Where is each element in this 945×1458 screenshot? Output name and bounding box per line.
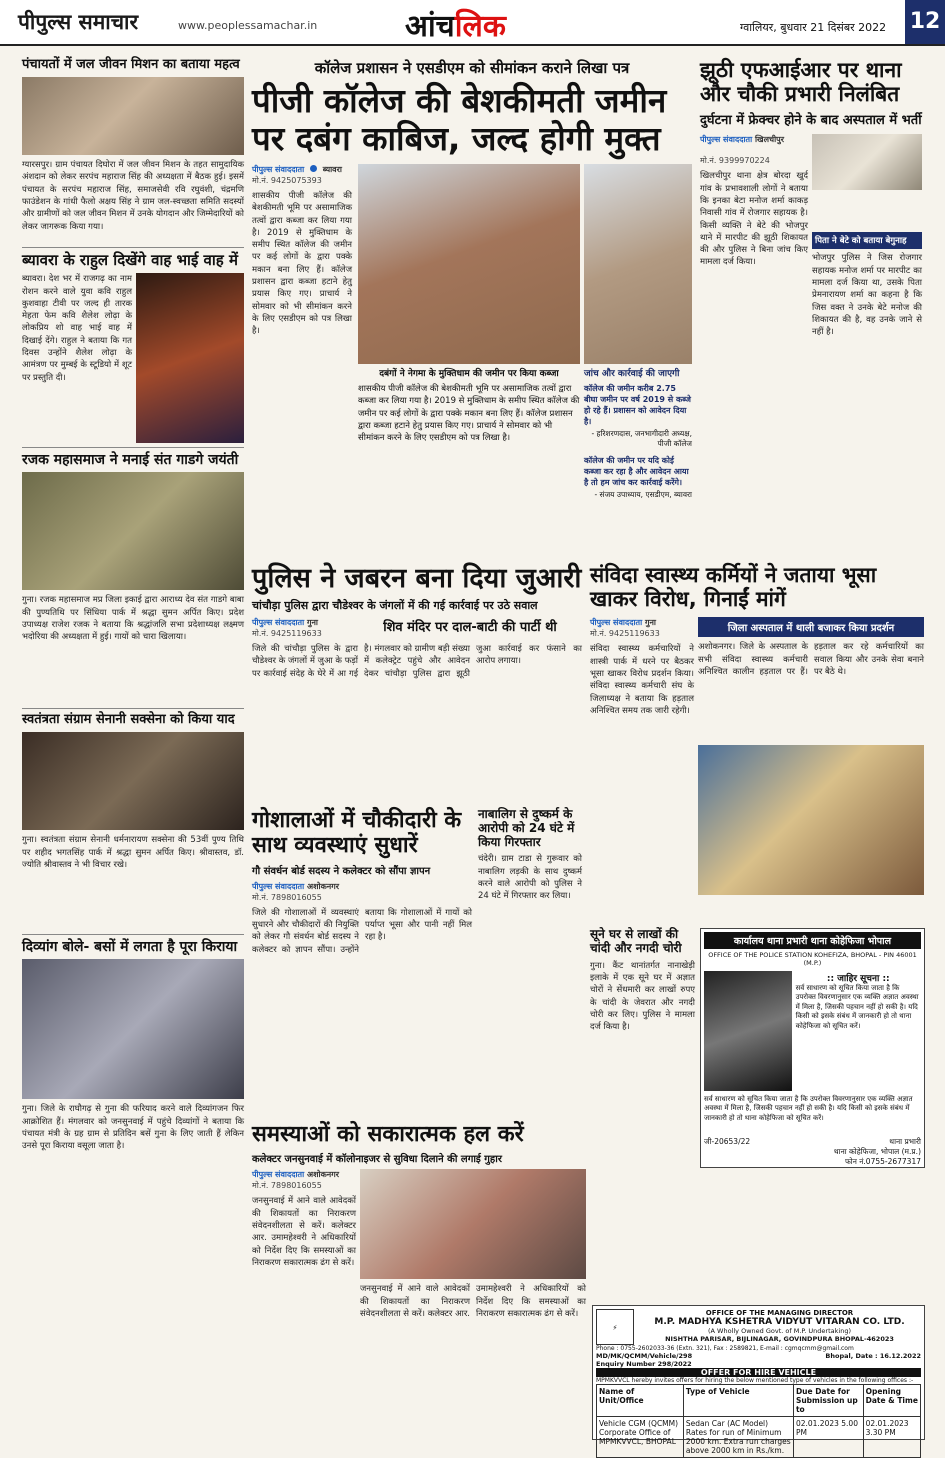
- headline: सूने घर से लाखों की चांदी और नगदी चोरी: [590, 927, 682, 955]
- byline: पीपुल्स संवाददाता ब्यावरा: [252, 164, 342, 174]
- photo-caption: पिता ने बेटे को बताया बेगुनाह: [812, 232, 922, 249]
- gaushala-story: [252, 808, 472, 1118]
- mobile-number: मो.नं. 9425119633: [590, 629, 660, 639]
- subhead: गौ संवर्धन बोर्ड सदस्य ने कलेक्टर को सौंपा ज्ञापन: [252, 865, 431, 877]
- notice-ref: जी-20653/22: [704, 1137, 751, 1146]
- tender-table: Name of Unit/Office Type of Vehicle Due Date for Submission up to Opening Date & Time Vehicle CGM (QCMM) Corporate Office of MPMKVVCL, BHOPAL Sedan Car (AC Model) Rates for run of Minimum 2000 km. Extra run charges above 2000 km in Rs./km. 02.01.2023 5.00 PM 02.01.2023 3.30 PM: [596, 1384, 921, 1458]
- byline: पीपुल्स संवाददाता गुना: [252, 618, 319, 628]
- story-text: गुना। जिले के राघौगढ़ से गुना की फरियाद करने वाले दिव्यांगजन फिर आक्रोशित हैं। मंगलवार को जनसुनवाई में पहुंचे दिव्यांगों ने बताया कि पंचायत मंत्री के ग्रह ग्राम से प्रतिदिन बसें गुना के लिए जाती हैं लेकिन उनसे पूरा किराया वसूला जाता है।: [22, 1104, 244, 1152]
- notice-text: सर्व साधारण को सूचित किया जाता है कि उपरोक्त विवरणानुसार एक व्यक्ति अज्ञात अवस्था में मिला है, जिसकी पहचान नहीं हो सकी है। यदि किसी को इसके संबंध में जानकारी हो तो थाना कोहेफिजा को सूचित करें।: [704, 1095, 913, 1122]
- story-text: शासकीय पीजी कॉलेज की बेशकीमती भूमि पर असामाजिक तत्वों द्वारा कब्जा कर लिया गया है। 2019 से मुक्तिधाम के समीप स्थित कॉलेज की जमीन पर कई लोगों के द्वारा पक्के मकान बना लिए हैं। कॉलेज प्रशासन द्वारा कब्जा हटाने हेतु प्रयास किए गए। प्राचार्य ने सोमवार को भी सीमांकन करने के लिए एसडीएम को पत्र लिखा है।: [358, 383, 580, 444]
- story-text: शासकीय पीजी कॉलेज की बेशकीमती भूमि पर असामाजिक तत्वों द्वारा कब्जा कर लिया गया है। 2019 से मुक्तिधाम के समीप स्थित कॉलेज की जमीन पर कई लोगों के द्वारा पक्के मकान बना लिए हैं। कॉलेज प्रशासन द्वारा कब्जा हटाने हेतु प्रयास किए गए। प्राचार्य ने सोमवार को भी सीमांकन करने के लिए एसडीएम को पत्र लिखा है।: [252, 190, 352, 337]
- byline: पीपुल्स संवाददाता अशोकनगर: [252, 881, 339, 891]
- news-photo: [584, 164, 692, 364]
- quote: कॉलेज की जमीन पर यदि कोई कब्जा कर रहा है और आवेदन आया है तो हम जांच कर कार्रवाई करेंगे।: [584, 455, 689, 487]
- lead-story: [252, 58, 692, 558]
- notice-title: कार्यालय थाना प्रभारी थाना कोहेफिजा भोपाल: [704, 932, 921, 949]
- quote-author: - हरिशरणदास, जनभागीदारी अध्यक्ष, पीजी कॉलेज: [591, 428, 692, 448]
- issue-date: ग्वालियर, बुधवार 21 दिसंबर 2022: [740, 21, 887, 34]
- news-photo: [358, 164, 580, 364]
- story-text: ग्यारसपुर। ग्राम पंचायत दिघोरा में जल जीवन मिशन के तहत सामुदायिक अंशदान को लेकर सरपंच महाराज सिंह की अध्यक्षता में बैठक हुई। इसमें पंचायत के सरपंच महाराज सिंह, समाजसेवी रवि रघुवंशी, चंद्रमणि फाउंडेशन के गांधी फैलो अक्षय सिंह ने ग्राम जल-स्वच्छता समिति सदस्यों और ग्रामीणों को जल जीवन मिशन में उनके योगदान और जिम्मेदारियों को लेकर जागरूक किया गया।: [22, 159, 244, 232]
- news-photo: [22, 732, 244, 830]
- subhead: चांचौड़ा पुलिस द्वारा चौडेश्वर के जंगलों में की गई कार्रवाई पर उठे सवाल: [252, 599, 538, 613]
- mobile-number: मो.नं. 9425075393: [252, 175, 322, 185]
- mobile-number: मो.नं. 9399970224: [700, 156, 770, 166]
- headline: संविदा स्वास्थ्य कर्मियों ने जताया भूसा खाकर विरोध, गिनाईं मांगें: [590, 563, 877, 612]
- news-photo: [22, 959, 244, 1099]
- left-column: [22, 58, 244, 1443]
- story-title: दिव्यांग बोले- बसों में लगता है पूरा किराया: [22, 939, 238, 956]
- story-text: जनसुनवाई में आने वाले आवेदकों की शिकायतों का निराकरण संवेदनशीलता से करें। कलेक्टर आर. उमामहेश्वरी ने अधिकारियों को निर्देश दिए कि समस्याओं का निराकरण सकारात्मक ढंग से करें।: [252, 1196, 356, 1268]
- headline: समस्याओं को सकारात्मक हल करें: [252, 1122, 524, 1147]
- samvida-story: [590, 563, 925, 923]
- police-notice-ad: [700, 928, 925, 1168]
- story-text: भोजपुर पुलिस ने जिस रोजगार सहायक मनोज शर्मा पर मारपीट का मामला दर्ज किया था, उसके पिता प्रेमनारायण शर्मा का कहना है कि जिस वक्त ने उनके बेटे मनोज की शिकायत की है, वह उनके जाने से नहीं है।: [812, 253, 922, 338]
- byline: पीपुल्स संवाददाता खिलचीपुर: [700, 135, 784, 145]
- story-text: अशोकनगर। जिले के अस्पताल के सभी संविदा स्वास्थ्य कर्मचारी अनिश्चित कालीन हड़ताल पर हैं। हड़ताल कर रहे कर्मचारियों का सवाल किया और उनके सेवा बनाने पर बैठे थे।: [698, 642, 924, 677]
- story-text: गुना। कैंट थानांतर्गत नानाखेड़ी इलाके में एक सूने घर में अज्ञात चोरों ने सेंधमारी कर लाखों रुपए के चांदी के जेवरात और नगदी चोरी कर लिए। पुलिस ने मामला दर्ज किया है।: [590, 960, 695, 1033]
- right-story: [700, 58, 922, 558]
- notice-subtitle: OFFICE OF THE POLICE STATION KOHEFIZA, BHOPAL - PIN 46001 (M.P.): [708, 951, 917, 967]
- subhead: जांच और कार्रवाई की जाएगी: [584, 368, 680, 379]
- news-photo: [136, 273, 244, 443]
- subhead: दुर्घटना में फ्रेक्चर होने के बाद अस्पताल में भर्ती: [700, 113, 922, 129]
- story-text: गुना। रजक महासमाज मप्र जिला इकाई द्वारा आराध्य देव संत गाडगे बाबा की पुण्यतिथि पर सिंधिया पार्क में श्रद्धा सुमन अर्पित किए। प्रदेश उपाध्यक्ष राजेश रजक ने बताया कि श्रद्धांजलि सभा प्रदेशाध्यक्ष लक्ष्मण भदोरिया की अध्यक्षता में हुई। गायों को चारा खिलाया।: [22, 595, 244, 643]
- subhead: कलेक्टर जनसुनवाई में कॉलोनाइजर से सुविधा दिलाने की लगाई गुहार: [252, 1154, 502, 1166]
- story-title: ब्यावरा के राहुल दिखेंगे वाह भाई वाह में: [22, 250, 238, 269]
- mobile-number: मो.नं. 9425119633: [252, 629, 322, 639]
- news-photo: [698, 745, 924, 895]
- headline: पुलिस ने जबरन बना दिया जुआरी: [252, 563, 582, 594]
- news-photo: [22, 472, 244, 590]
- masthead: [0, 0, 945, 46]
- quote-author: - संजय उपाध्याय, एसडीएम, ब्यावरा: [594, 489, 692, 499]
- subhead: जिला अस्पताल में थाली बजाकर किया प्रदर्शन: [698, 617, 924, 637]
- subhead: शिव मंदिर पर दाल-बाटी की पार्टी थी: [383, 620, 557, 636]
- page-number: 12: [905, 0, 945, 44]
- story-text: जनसुनवाई में आने वाले आवेदकों की शिकायतों का निराकरण संवेदनशीलता से करें। कलेक्टर आर. उमामहेश्वरी ने अधिकारियों को निर्देश दिए कि समस्याओं का निराकरण सकारात्मक ढंग से करें।: [360, 1284, 586, 1319]
- byline: पीपुल्स संवाददाता गुना: [590, 618, 657, 628]
- section-title: आंचलिक: [405, 9, 506, 44]
- brand-logo: पीपुल्स समाचार: [18, 10, 139, 34]
- headline: गोशालाओं में चौकीदारी के साथ व्यवस्थाएं सुधारें: [252, 808, 462, 859]
- samasya-story: [252, 1122, 587, 1440]
- story-text: खिलचीपुर थाना क्षेत्र बोरदा खुर्द गांव के प्रभावशाली लोगों ने बताया कि इनका बेटा मनोज शर्मा काकड़ निवासी गांव में रोजगार सहायक है। किसी व्यक्ति ने बेटे की भोजपुर थाने में मारपीट की झूठी शिकायत की और पुलिस ने बिना जांच किए मामला दर्ज किया।: [700, 171, 808, 268]
- photo-caption: दबंगों ने नेगमा के मुक्तिधाम की जमीन पर किया कब्जा: [379, 368, 559, 379]
- mobile-number: मो.नं. 7898016055: [252, 1181, 322, 1191]
- story-text: संविदा स्वास्थ्य कर्मचारियों ने शास्त्री पार्क में धरने पर बैठकर भूसा खाकर विरोध प्रदर्शन किया। संविदा स्वास्थ्य कर्मचारी संघ के जिलाध्यक्ष ने बताया कि हड़ताल अनिश्चित समय तक जारी रहेगी।: [590, 644, 694, 716]
- byline: पीपुल्स संवाददाता अशोकनगर: [252, 1170, 339, 1180]
- mobile-number: मो.नं. 7898016055: [252, 892, 322, 902]
- headline: नाबालिग से दुष्कर्म के आरोपी को 24 घंटे में किया गिरफ्तार: [478, 807, 575, 849]
- news-photo: [22, 77, 244, 155]
- company-logo: ⚡: [596, 1309, 634, 1345]
- story-title: रजक महासमाज ने मनाई संत गाडगे जयंती: [22, 452, 239, 469]
- theft-story: [590, 928, 695, 1303]
- kicker: कॉलेज प्रशासन ने एसडीएम को सीमांकन कराने लिखा पत्र: [314, 59, 630, 77]
- news-photo: [812, 134, 922, 190]
- quote: कॉलेज की जमीन करीब 2.75 बीघा जमीन पर वर्ष 2019 से कब्जे हो रहे हैं। प्रशासन को आवेदन दिया है।: [584, 383, 691, 426]
- story-title: पंचायतों में जल जीवन मिशन का बताया महत्व: [22, 57, 240, 72]
- story-text: गुना। स्वतंत्रता संग्राम सेनानी धर्मनारायण सक्सेना की 53वीं पुण्य तिथि पर शहीद भगतसिंह पार्क में श्रद्धा सुमन अर्पित किए। श्रीवास्तव, डॉ. ज्योति श्रीवास्तव ने भी विचार रखे।: [22, 835, 244, 870]
- nabalig-story: [478, 808, 582, 1118]
- news-photo: [360, 1169, 586, 1279]
- notice-photo: [704, 971, 792, 1091]
- tender-offer-bar: OFFER FOR HIRE VEHICLE: [596, 1368, 921, 1377]
- website-url[interactable]: www.peoplessamachar.in: [178, 19, 318, 32]
- headline: पीजी कॉलेज की बेशकीमती जमीन पर दबंग काबिज, जल्द होगी मुक्त: [252, 81, 667, 158]
- story-text: जिले की गोशालाओं में व्यवस्थाएं सुधारने और चौकीदारों की नियुक्ति को लेकर गौ संवर्धन बोर्ड सदस्य ने कलेक्टर को ज्ञापन सौंपा। उन्होंने बताया कि गोशालाओं में गायों को पर्याप्त भूसा और पानी नहीं मिल रहा है।: [252, 907, 472, 955]
- police-story: [252, 563, 582, 803]
- notice-heading: :: जाहिर सूचना ::: [826, 974, 890, 984]
- tender-ad: ⚡ OFFICE OF THE MANAGING DIRECTOR M.P. MADHYA KSHETRA VIDYUT VITARAN CO. LTD. (A Wholly Owned Govt. of M.P. Undertaking) NISHTHA PARISAR, BIJLINAGAR, GOVINDPURA BHOPAL-462023 Phone : 0755-2602033-36 (Extn. 321), Fax : 2589821, E-mail : cgmqcmm@gmail.com MD/MK/QCMM/Vehicle/298 Bhopal, Date : 16.12.2022 Enquiry Number 298/2022 OFFER FOR HIRE VEHICLE MPMKVVCL hereby invites offers for hiring the below mentioned type of vehicles in the following offices :- Name of Unit/Office Type of Vehicle Due Date for Submission up to Opening Date & Time Vehicle CGM (QCMM) Corporate Office of MPMKVVCL, BHOPAL Sedan Car (AC Model) Rates for run of Minimum 2000 km. Extra run charges above 2000 km in Rs./km. 02.01.2023 5.00 PM 02.01.2023 3.30 PM: [592, 1305, 925, 1440]
- story-text: ब्यावरा। देश भर में राजगढ़ का नाम रोशन करने वाले युवा कवि राहुल कुशवाहा टीवी पर जल्द ही तारक मेहता फेम कवि शैलेश लोढ़ा के लोकप्रिय शो वाह भाई वाह में दिखाई देंगे। राहुल ने बताया कि गत दिवस उन्होंने शैलेश लोढ़ा के आमंत्रण पर मुम्बई के स्टूडियो में शूट पर प्रस्तुति दी।: [22, 274, 132, 383]
- story-title: स्वतंत्रता संग्राम सेनानी सक्सेना को किया याद: [22, 712, 235, 728]
- notice-sign: थाना प्रभारी थाना कोहेफिजा, भोपाल (म.प्र.) फोन नं.0755-2677317: [833, 1137, 921, 1166]
- story-text: जिले की चांचौड़ा पुलिस के द्वारा चौडेश्वर के जंगलों में जुआ के फड़ों पर कार्रवाई संदेह के घेरे में आ गई है। मंगलवार को ग्रामीण बड़ी संख्या में कलेक्ट्रेट पहुंचे और आवेदन देकर चांचौड़ा पुलिस द्वारा झूठी जुआ कार्रवाई कर फंसाने का आरोप लगाया।: [252, 644, 582, 679]
- story-text: चंदेरी। ग्राम टाडा से गुरूवार को नाबालिग लड़की के साथ दुष्कर्म करने वाले आरोपी को पुलिस ने 24 घंटे में गिरफ्तार कर लिया।: [478, 854, 582, 902]
- headline: झूठी एफआईआर पर थाना और चौकी प्रभारी निलंबित: [700, 58, 902, 107]
- notice-text: सर्व साधारण को सूचित किया जाता है कि उपरोक्त विवरणानुसार एक व्यक्ति अज्ञात अवस्था में मिला है, जिसकी पहचान नहीं हो सकी है। यदि किसी को इसके संबंध में जानकारी हो तो थाना कोहेफिजा को सूचित करें।: [795, 984, 919, 1030]
